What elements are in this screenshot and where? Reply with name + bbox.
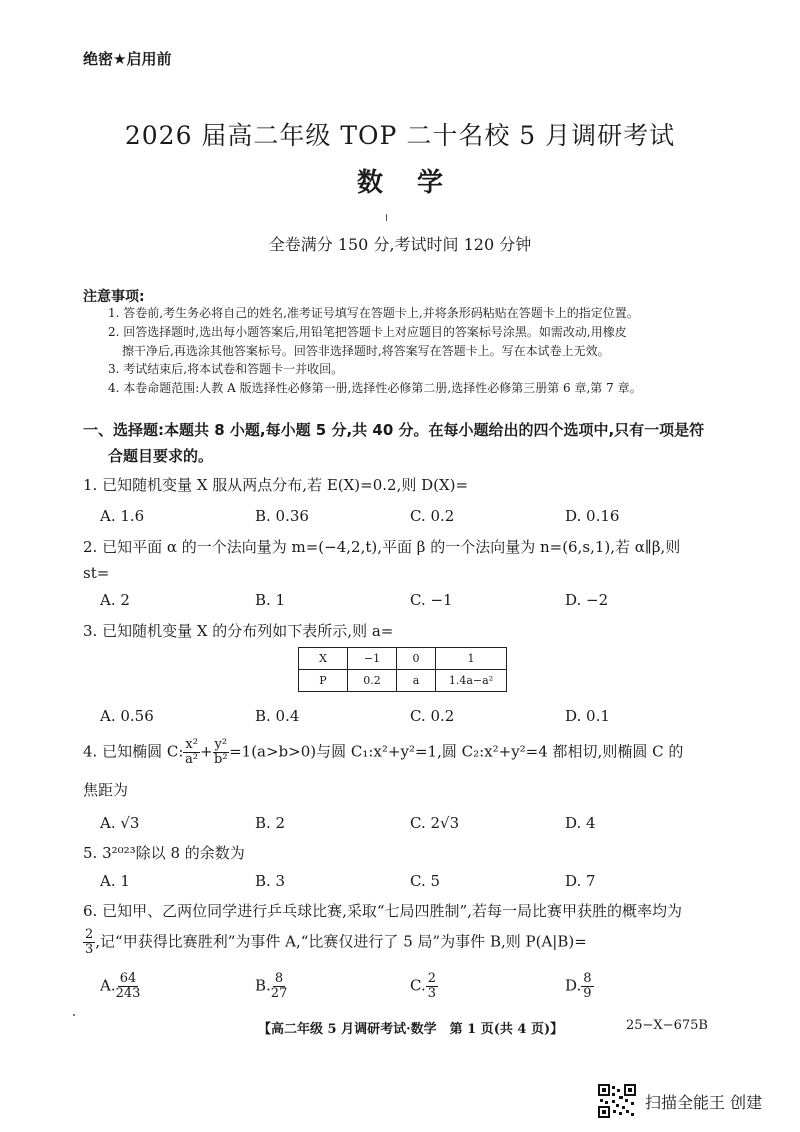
question-3-stem: 3. 已知随机变量 X 的分布列如下表所示,则 a=: [83, 622, 394, 640]
exam-title: 2026 届高二年级 TOP 二十名校 5 月调研考试: [124, 121, 676, 150]
q5-option-a: A. 1: [100, 872, 130, 890]
probability-fraction: $\frac{2}{3}$: [85, 927, 94, 957]
q4-option-d: D. 4: [565, 814, 596, 832]
question-4-stem: 4. 已知椭圆 C: $\frac{\text{x²}}{\text{a²}}$ + $\frac{\text{y²}}{\text{b²}}$ =1(a>b>0)与圆 C₁:x²+y²=1,圆 C₂:x²+y²=4 都相切,则椭圆 C 的: [83, 737, 684, 767]
scanner-watermark: 扫描全能王 创建: [645, 1093, 763, 1112]
exam-info: 全卷满分 150 分,考试时间 120 分钟: [268, 235, 532, 254]
q1-option-c: C. 0.2: [410, 507, 455, 525]
scan-speck: [73, 1014, 75, 1016]
page-footer: 【高二年级 5 月调研考试·数学 第 1 页(共 4 页)】: [258, 1022, 564, 1037]
distribution-table: [298, 647, 507, 692]
q4-option-b: B. 2: [255, 814, 286, 832]
q4-option-a: A. √3: [100, 814, 140, 832]
q6-stem-text: ,记“甲获得比赛胜利”为事件 A,“比赛仅进行了 5 局”为事件 B,则 P(A|B)=: [95, 932, 587, 951]
q1-option-d: D. 0.16: [565, 507, 620, 525]
q6-option-c: C. $\frac{2}{3}$: [410, 971, 436, 1001]
table-cell: X: [299, 648, 348, 670]
q2-option-c: C. −1: [410, 591, 453, 609]
q2-option-b: B. 1: [255, 591, 286, 609]
confidential-label: 绝密★启用前: [83, 50, 172, 68]
paper-code: 25−X−675B: [626, 1018, 708, 1033]
x-over-a-fraction: $\frac{\text{x²}}{\text{a²}}$: [185, 737, 199, 767]
q3-option-a: A. 0.56: [100, 707, 154, 725]
q5-option-b: B. 3: [255, 872, 286, 890]
table-cell: 0.2: [348, 670, 397, 692]
q1-option-b: B. 0.36: [255, 507, 309, 525]
q5-option-c: C. 5: [410, 872, 441, 890]
q4-option-c: C. 2√3: [410, 814, 460, 832]
question-2-stem-cont: st=: [83, 564, 110, 582]
table-row: [299, 670, 507, 692]
q2-option-d: D. −2: [565, 591, 609, 609]
question-5-stem: 5. 3²⁰²³除以 8 的余数为: [83, 844, 245, 862]
q3-option-c: C. 0.2: [410, 707, 455, 725]
table-cell: 1.4a−a²: [436, 670, 507, 692]
qr-code-icon: [598, 1084, 636, 1118]
table-cell: P: [299, 670, 348, 692]
notice-item: 4. 本卷命题范围:人教 A 版选择性必修第一册,选择性必修第二册,选择性必修第三册第 6 章,第 7 章。: [108, 381, 642, 395]
q6-option-b: B. $\frac{8}{27}$: [255, 971, 288, 1001]
option-fraction: $\frac{8}{27}$: [270, 971, 288, 1001]
section-heading: 一、选择题:本题共 8 小题,每小题 5 分,共 40 分。在每小题给出的四个选项中,只有一项是符: [83, 421, 705, 439]
q6-option-d: D. $\frac{8}{9}$: [565, 971, 592, 1001]
q4-stem-prefix: 4. 已知椭圆 C:: [83, 742, 184, 761]
section-heading-cont: 合题目要求的。: [108, 447, 214, 465]
q4-stem-suffix: =1(a>b>0)与圆 C₁:x²+y²=1,圆 C₂:x²+y²=4 都相切,则椭圆 C 的: [229, 742, 684, 761]
y-over-b-fraction: $\frac{\text{y²}}{\text{b²}}$: [214, 737, 228, 767]
question-4-stem-cont: 焦距为: [83, 781, 129, 799]
q5-option-d: D. 7: [565, 872, 596, 890]
question-2-stem: 2. 已知平面 α 的一个法向量为 m=(−4,2,t),平面 β 的一个法向量为 n=(6,s,1),若 α∥β,则: [83, 538, 681, 556]
option-fraction: $\frac{2}{3}$: [427, 971, 436, 1001]
table-cell: 1: [436, 648, 507, 670]
question-6-stem: 6. 已知甲、乙两位同学进行乒乓球比赛,采取“七局四胜制”,若每一局比赛甲获胜的概率均为: [83, 902, 682, 920]
table-cell: 0: [397, 648, 436, 670]
notice-heading: 注意事项:: [83, 289, 145, 305]
option-fraction: $\frac{8}{9}$: [583, 971, 592, 1001]
notice-item: 3. 考试结束后,将本试卷和答题卡一并收回。: [108, 362, 344, 376]
q2-option-a: A. 2: [100, 591, 130, 609]
question-6-stem-cont: [83, 928, 587, 957]
notice-item: 2. 回答选择题时,选出每小题答案后,用铅笔把答题卡上对应题目的答案标号涂黑。如需改动,用橡皮: [108, 325, 627, 339]
q6-option-a: A. $\frac{64}{243}$: [100, 971, 141, 1001]
scan-mark: [386, 214, 387, 221]
q1-option-a: A. 1.6: [100, 507, 145, 525]
table-row: [299, 648, 507, 670]
notice-item: 1. 答卷前,考生务必将自己的姓名,准考证号填写在答题卡上,并将条形码粘贴在答题卡上的指定位置。: [108, 306, 639, 320]
subject-title: 数学: [356, 168, 477, 198]
notice-item: 擦干净后,再选涂其他答案标号。回答非选择题时,将答案写在答题卡上。写在本试卷上无效。: [122, 344, 610, 358]
option-fraction: $\frac{64}{243}$: [115, 971, 141, 1001]
table-cell: a: [397, 670, 436, 692]
q3-option-d: D. 0.1: [565, 707, 610, 725]
q3-option-b: B. 0.4: [255, 707, 300, 725]
table-cell: −1: [348, 648, 397, 670]
question-1-stem: 1. 已知随机变量 X 服从两点分布,若 E(X)=0.2,则 D(X)=: [83, 476, 469, 494]
